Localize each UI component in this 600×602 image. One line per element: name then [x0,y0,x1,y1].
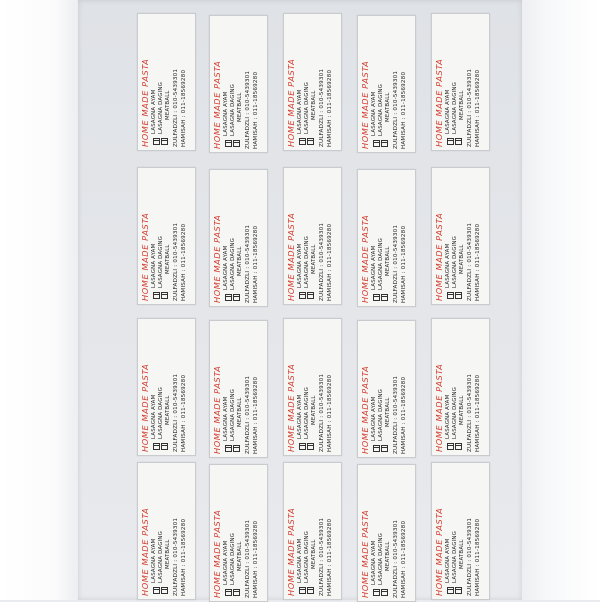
menu-item-lasagna-daging: LASAGNA DAGING [304,236,310,288]
brand-title: HOME MADE PASTA [360,60,370,149]
contact-zulfadzli: ZULFADZLI : 010-5439301 [319,373,325,452]
contact-hamisah: HAMISAH : 011-18569280 [401,520,407,598]
checkbox-icon [447,138,454,145]
menu-section [223,173,244,303]
menu-item-lasagna-daging: LASAGNA DAGING [452,82,458,134]
checkbox-group [373,445,392,452]
menu-item-lasagna-ayam: LASAGNA AYAM [371,91,377,136]
brand-title: HOME MADE PASTA [140,212,150,301]
contact-zulfadzli: ZULFADZLI : 010-5439301 [393,375,399,454]
sticker-label-r1-c5 [431,13,490,151]
menu-item-lasagna-ayam: LASAGNA AYAM [151,394,157,439]
checkbox-icon [381,589,388,596]
sticker-label-r2-c1 [137,167,196,305]
contact-zulfadzli: ZULFADZLI : 010-5439301 [319,517,325,596]
menu-item-lasagna-daging: LASAGNA DAGING [452,387,458,439]
brand-title: HOME MADE PASTA [212,365,222,454]
menu-section [297,466,318,596]
checkbox-icon [225,589,232,596]
checkbox-group [447,292,466,299]
brand-title: HOME MADE PASTA [286,363,296,452]
menu-section [223,19,244,149]
menu-item-meatball: MEATBALL [237,246,243,276]
menu-item-lasagna-ayam: LASAGNA AYAM [445,243,451,288]
checkbox-icon [307,443,314,450]
menu-section [371,324,392,454]
checkbox-icon [381,294,388,301]
contact-hamisah: HAMISAH : 011-18569280 [475,374,481,452]
label-content [210,16,267,152]
menu-item-lasagna-daging: LASAGNA DAGING [452,236,458,288]
sticker-label-r1-c3 [283,13,342,151]
menu-items [297,236,318,288]
contact-hamisah: HAMISAH : 011-18569280 [401,376,407,454]
menu-items [297,531,318,583]
checkbox-icon [447,587,454,594]
menu-section [151,171,172,301]
menu-item-meatball: MEATBALL [385,541,391,571]
checkbox-icon [455,443,462,450]
brand-title: HOME MADE PASTA [434,58,444,147]
checkbox-group [299,292,318,299]
label-content [210,321,267,457]
label-content [138,14,195,150]
checkbox-icon [299,138,306,145]
menu-item-lasagna-ayam: LASAGNA AYAM [223,91,229,136]
brand-title: HOME MADE PASTA [286,58,296,147]
label-content [284,168,341,304]
menu-item-lasagna-daging: LASAGNA DAGING [158,236,164,288]
menu-section [371,19,392,149]
menu-items [223,84,244,136]
contact-zulfadzli: ZULFADZLI : 010-5439301 [467,68,473,147]
checkbox-icon [233,140,240,147]
contact-zulfadzli: ZULFADZLI : 010-5439301 [319,68,325,147]
menu-item-lasagna-ayam: LASAGNA AYAM [223,540,229,585]
contact-hamisah: HAMISAH : 011-18569280 [181,374,187,452]
menu-item-meatball: MEATBALL [385,246,391,276]
checkbox-icon [233,445,240,452]
menu-item-meatball: MEATBALL [459,395,465,425]
sticker-label-r3-c4 [357,320,416,458]
menu-item-meatball: MEATBALL [165,244,171,274]
contact-hamisah: HAMISAH : 011-18569280 [475,223,481,301]
label-content [432,168,489,304]
menu-item-lasagna-ayam: LASAGNA AYAM [371,396,377,441]
label-content [210,170,267,306]
contact-hamisah: HAMISAH : 011-18569280 [181,518,187,596]
menu-items [371,84,392,136]
menu-item-lasagna-daging: LASAGNA DAGING [230,533,236,585]
menu-item-lasagna-daging: LASAGNA DAGING [304,82,310,134]
menu-item-lasagna-daging: LASAGNA DAGING [158,82,164,134]
checkbox-icon [373,445,380,452]
contact-zulfadzli: ZULFADZLI : 010-5439301 [173,222,179,301]
brand-title: HOME MADE PASTA [360,509,370,598]
contact-zulfadzli: ZULFADZLI : 010-5439301 [245,375,251,454]
sticker-label-r2-c2 [209,169,268,307]
menu-item-lasagna-ayam: LASAGNA AYAM [151,243,157,288]
checkbox-group [447,587,466,594]
sticker-label-r1-c2 [209,15,268,153]
checkbox-icon [455,292,462,299]
contact-zulfadzli: ZULFADZLI : 010-5439301 [467,373,473,452]
checkbox-icon [307,292,314,299]
checkbox-icon [153,138,160,145]
menu-item-meatball: MEATBALL [165,90,171,120]
checkbox-icon [299,292,306,299]
checkbox-group [225,294,244,301]
menu-item-lasagna-daging: LASAGNA DAGING [452,531,458,583]
menu-item-lasagna-daging: LASAGNA DAGING [378,533,384,585]
menu-item-lasagna-ayam: LASAGNA AYAM [445,538,451,583]
brand-title: HOME MADE PASTA [140,507,150,596]
checkbox-group [299,443,318,450]
checkbox-icon [225,294,232,301]
brand-title: HOME MADE PASTA [212,60,222,149]
menu-section [445,171,466,301]
checkbox-icon [307,138,314,145]
checkbox-group [153,443,172,450]
menu-section [151,17,172,147]
menu-item-lasagna-ayam: LASAGNA AYAM [445,394,451,439]
checkbox-group [153,138,172,145]
label-content [138,168,195,304]
label-content [284,463,341,599]
checkbox-icon [153,292,160,299]
contact-zulfadzli: ZULFADZLI : 010-5439301 [173,517,179,596]
contact-zulfadzli: ZULFADZLI : 010-5439301 [467,222,473,301]
checkbox-icon [447,443,454,450]
checkbox-icon [299,443,306,450]
menu-item-meatball: MEATBALL [165,539,171,569]
menu-items [223,238,244,290]
brand-title: HOME MADE PASTA [140,363,150,452]
contact-zulfadzli: ZULFADZLI : 010-5439301 [319,222,325,301]
menu-item-lasagna-daging: LASAGNA DAGING [230,238,236,290]
contact-zulfadzli: ZULFADZLI : 010-5439301 [245,519,251,598]
sticker-label-r4-c3 [283,462,342,600]
checkbox-icon [381,140,388,147]
menu-items [445,82,466,134]
contact-hamisah: HAMISAH : 011-18569280 [181,69,187,147]
sticker-label-r3-c1 [137,318,196,456]
menu-item-lasagna-daging: LASAGNA DAGING [378,84,384,136]
menu-items [223,533,244,585]
sticker-label-r2-c4 [357,169,416,307]
menu-item-lasagna-ayam: LASAGNA AYAM [223,245,229,290]
checkbox-group [447,138,466,145]
contact-hamisah: HAMISAH : 011-18569280 [327,69,333,147]
menu-section [297,171,318,301]
menu-item-lasagna-ayam: LASAGNA AYAM [297,394,303,439]
sticker-label-r1-c4 [357,15,416,153]
checkbox-group [299,138,318,145]
contact-zulfadzli: ZULFADZLI : 010-5439301 [173,373,179,452]
checkbox-icon [233,589,240,596]
checkbox-icon [455,138,462,145]
contact-hamisah: HAMISAH : 011-18569280 [401,71,407,149]
menu-item-lasagna-ayam: LASAGNA AYAM [223,396,229,441]
label-content [432,319,489,455]
menu-item-lasagna-ayam: LASAGNA AYAM [297,89,303,134]
menu-items [151,236,172,288]
menu-section [371,173,392,303]
checkbox-icon [299,587,306,594]
sticker-label-r4-c4 [357,464,416,602]
checkbox-icon [381,445,388,452]
menu-item-meatball: MEATBALL [311,395,317,425]
contact-zulfadzli: ZULFADZLI : 010-5439301 [467,517,473,596]
contact-zulfadzli: ZULFADZLI : 010-5439301 [245,70,251,149]
brand-title: HOME MADE PASTA [286,507,296,596]
menu-item-meatball: MEATBALL [459,90,465,120]
label-content [358,465,415,601]
label-content [138,319,195,455]
checkbox-group [299,587,318,594]
menu-items [371,238,392,290]
backdrop-left [0,0,78,600]
sticker-label-r4-c2 [209,464,268,602]
menu-item-lasagna-daging: LASAGNA DAGING [158,531,164,583]
checkbox-icon [161,587,168,594]
menu-item-lasagna-daging: LASAGNA DAGING [378,389,384,441]
contact-hamisah: HAMISAH : 011-18569280 [253,520,259,598]
menu-section [445,466,466,596]
menu-section [151,322,172,452]
checkbox-icon [373,589,380,596]
contact-hamisah: HAMISAH : 011-18569280 [253,225,259,303]
menu-section [445,322,466,452]
menu-items [151,387,172,439]
sticker-label-r1-c1 [137,13,196,151]
menu-items [151,531,172,583]
menu-section [297,322,318,452]
checkbox-icon [153,587,160,594]
menu-item-lasagna-daging: LASAGNA DAGING [230,84,236,136]
menu-items [445,387,466,439]
brand-title: HOME MADE PASTA [434,507,444,596]
checkbox-group [225,445,244,452]
checkbox-icon [161,443,168,450]
checkbox-group [373,294,392,301]
sticker-label-r3-c3 [283,318,342,456]
checkbox-group [373,140,392,147]
checkbox-group [447,443,466,450]
brand-title: HOME MADE PASTA [286,212,296,301]
menu-item-meatball: MEATBALL [237,92,243,122]
menu-item-meatball: MEATBALL [311,90,317,120]
checkbox-icon [307,587,314,594]
menu-section [371,468,392,598]
brand-title: HOME MADE PASTA [360,365,370,454]
menu-item-lasagna-daging: LASAGNA DAGING [304,531,310,583]
menu-items [445,531,466,583]
menu-item-lasagna-ayam: LASAGNA AYAM [371,540,377,585]
contact-zulfadzli: ZULFADZLI : 010-5439301 [393,70,399,149]
contact-zulfadzli: ZULFADZLI : 010-5439301 [173,68,179,147]
contact-hamisah: HAMISAH : 011-18569280 [327,374,333,452]
menu-item-lasagna-ayam: LASAGNA AYAM [297,538,303,583]
menu-item-lasagna-ayam: LASAGNA AYAM [151,89,157,134]
label-content [138,463,195,599]
contact-hamisah: HAMISAH : 011-18569280 [253,376,259,454]
sticker-label-r3-c2 [209,320,268,458]
label-content [284,319,341,455]
sticker-label-r4-c5 [431,462,490,600]
contact-hamisah: HAMISAH : 011-18569280 [401,225,407,303]
menu-item-lasagna-daging: LASAGNA DAGING [378,238,384,290]
checkbox-icon [225,140,232,147]
menu-items [445,236,466,288]
contact-hamisah: HAMISAH : 011-18569280 [327,518,333,596]
menu-item-meatball: MEATBALL [385,397,391,427]
contact-hamisah: HAMISAH : 011-18569280 [181,223,187,301]
checkbox-group [225,589,244,596]
checkbox-icon [233,294,240,301]
checkbox-group [153,587,172,594]
menu-items [297,82,318,134]
sticker-label-r3-c5 [431,318,490,456]
menu-item-lasagna-ayam: LASAGNA AYAM [371,245,377,290]
brand-title: HOME MADE PASTA [212,214,222,303]
contact-hamisah: HAMISAH : 011-18569280 [253,71,259,149]
checkbox-icon [161,138,168,145]
menu-item-lasagna-ayam: LASAGNA AYAM [151,538,157,583]
checkbox-icon [373,140,380,147]
label-content [358,16,415,152]
menu-section [223,324,244,454]
checkbox-icon [153,443,160,450]
menu-items [223,389,244,441]
sticker-label-r4-c1 [137,462,196,600]
menu-item-meatball: MEATBALL [165,395,171,425]
checkbox-group [153,292,172,299]
menu-section [445,17,466,147]
checkbox-icon [225,445,232,452]
menu-items [371,533,392,585]
menu-item-lasagna-daging: LASAGNA DAGING [230,389,236,441]
menu-item-meatball: MEATBALL [237,397,243,427]
contact-zulfadzli: ZULFADZLI : 010-5439301 [393,519,399,598]
label-content [432,14,489,150]
menu-item-lasagna-ayam: LASAGNA AYAM [445,89,451,134]
menu-section [223,468,244,598]
label-content [358,170,415,306]
checkbox-icon [455,587,462,594]
label-content [432,463,489,599]
menu-item-lasagna-daging: LASAGNA DAGING [304,387,310,439]
menu-items [297,387,318,439]
menu-item-meatball: MEATBALL [311,539,317,569]
menu-item-meatball: MEATBALL [237,541,243,571]
contact-hamisah: HAMISAH : 011-18569280 [475,69,481,147]
menu-item-meatball: MEATBALL [459,539,465,569]
brand-title: HOME MADE PASTA [212,509,222,598]
menu-item-meatball: MEATBALL [385,92,391,122]
label-content [210,465,267,601]
brand-title: HOME MADE PASTA [434,212,444,301]
brand-title: HOME MADE PASTA [140,58,150,147]
menu-section [151,466,172,596]
menu-item-lasagna-daging: LASAGNA DAGING [158,387,164,439]
contact-zulfadzli: ZULFADZLI : 010-5439301 [393,224,399,303]
menu-section [297,17,318,147]
menu-item-meatball: MEATBALL [459,244,465,274]
contact-hamisah: HAMISAH : 011-18569280 [327,223,333,301]
contact-zulfadzli: ZULFADZLI : 010-5439301 [245,224,251,303]
checkbox-icon [161,292,168,299]
brand-title: HOME MADE PASTA [434,363,444,452]
contact-hamisah: HAMISAH : 011-18569280 [475,518,481,596]
checkbox-group [373,589,392,596]
backdrop-right [522,0,600,600]
brand-title: HOME MADE PASTA [360,214,370,303]
checkbox-icon [373,294,380,301]
menu-items [151,82,172,134]
sticker-label-r2-c3 [283,167,342,305]
sticker-label-r2-c5 [431,167,490,305]
checkbox-group [225,140,244,147]
checkbox-icon [447,292,454,299]
menu-item-lasagna-ayam: LASAGNA AYAM [297,243,303,288]
menu-items [371,389,392,441]
menu-item-meatball: MEATBALL [311,244,317,274]
label-content [284,14,341,150]
label-content [358,321,415,457]
